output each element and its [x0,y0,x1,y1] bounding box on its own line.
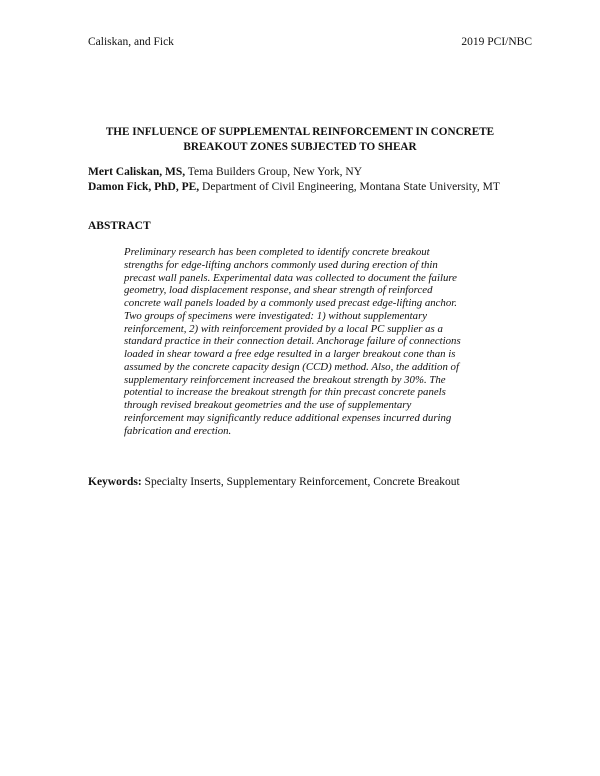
abstract-line: supplementary reinforcement increased the breakout strength by 30%. The [124,373,446,386]
abstract-line: fabrication and erection. [124,424,232,437]
abstract-line: reinforcement may significantly reduce additional expenses incurred during [124,411,452,424]
abstract-line: potential to increase the breakout strength for thin precast concrete panels [124,386,446,399]
abstract-line: concrete wall panels loaded by a commonly used precast edge-lifting anchor. [124,297,457,309]
keywords-text: Specialty Inserts, Supplementary Reinforcement, Concrete Breakout [141,476,460,488]
author-name: Mert Caliskan, MS, [88,166,186,178]
abstract-line: Preliminary research has been completed to identify concrete breakout [124,246,430,258]
author-entry [88,165,560,180]
abstract-body [124,246,486,437]
author-affiliation: Department of Civil Engineering, Montana State University, MT [199,180,500,193]
abstract-heading: ABSTRACT [88,220,151,232]
header-authors: Caliskan, and Fick [88,36,174,48]
abstract-line: standard practice in their connection detail. Anchorage failure of connections [124,335,461,348]
abstract-line: geometry, load displacement response, and shear strength of reinforced [124,284,433,297]
title-line-1: THE INFLUENCE OF SUPPLEMENTAL REINFORCEMENT IN CONCRETE [105,126,495,138]
keywords [88,476,560,488]
abstract-line: through revised breakout geometries and the use of supplementary [124,399,412,411]
title-line-2: BREAKOUT ZONES SUBJECTED TO SHEAR [183,141,417,153]
abstract-line: strengths for edge-lifting anchors commonly used during erection of thin [124,258,438,271]
abstract-line: loaded in shear toward a free edge resulted in a larger breakout cone than is [124,348,456,360]
abstract-line: reinforcement, 2) with reinforcement provided by a local PC supplier as a [124,322,443,335]
running-header [88,36,532,48]
abstract-line: assumed by the concrete capacity design (CCD) method. Also, the addition of [124,360,459,373]
author-entry [88,180,560,195]
author-affiliation: Tema Builders Group, New York, NY [185,166,363,178]
header-conference: 2019 PCI/NBC [461,36,532,48]
abstract-line: precast wall panels. Experimental data was collected to document the failure [124,271,457,284]
paper-title [80,125,520,155]
author-name: Damon Fick, PhD, PE, [88,180,200,193]
keywords-label: Keywords: [88,476,142,488]
abstract-line: Two groups of specimens were investigated: 1) without supplementary [124,309,428,322]
author-list [88,165,560,194]
